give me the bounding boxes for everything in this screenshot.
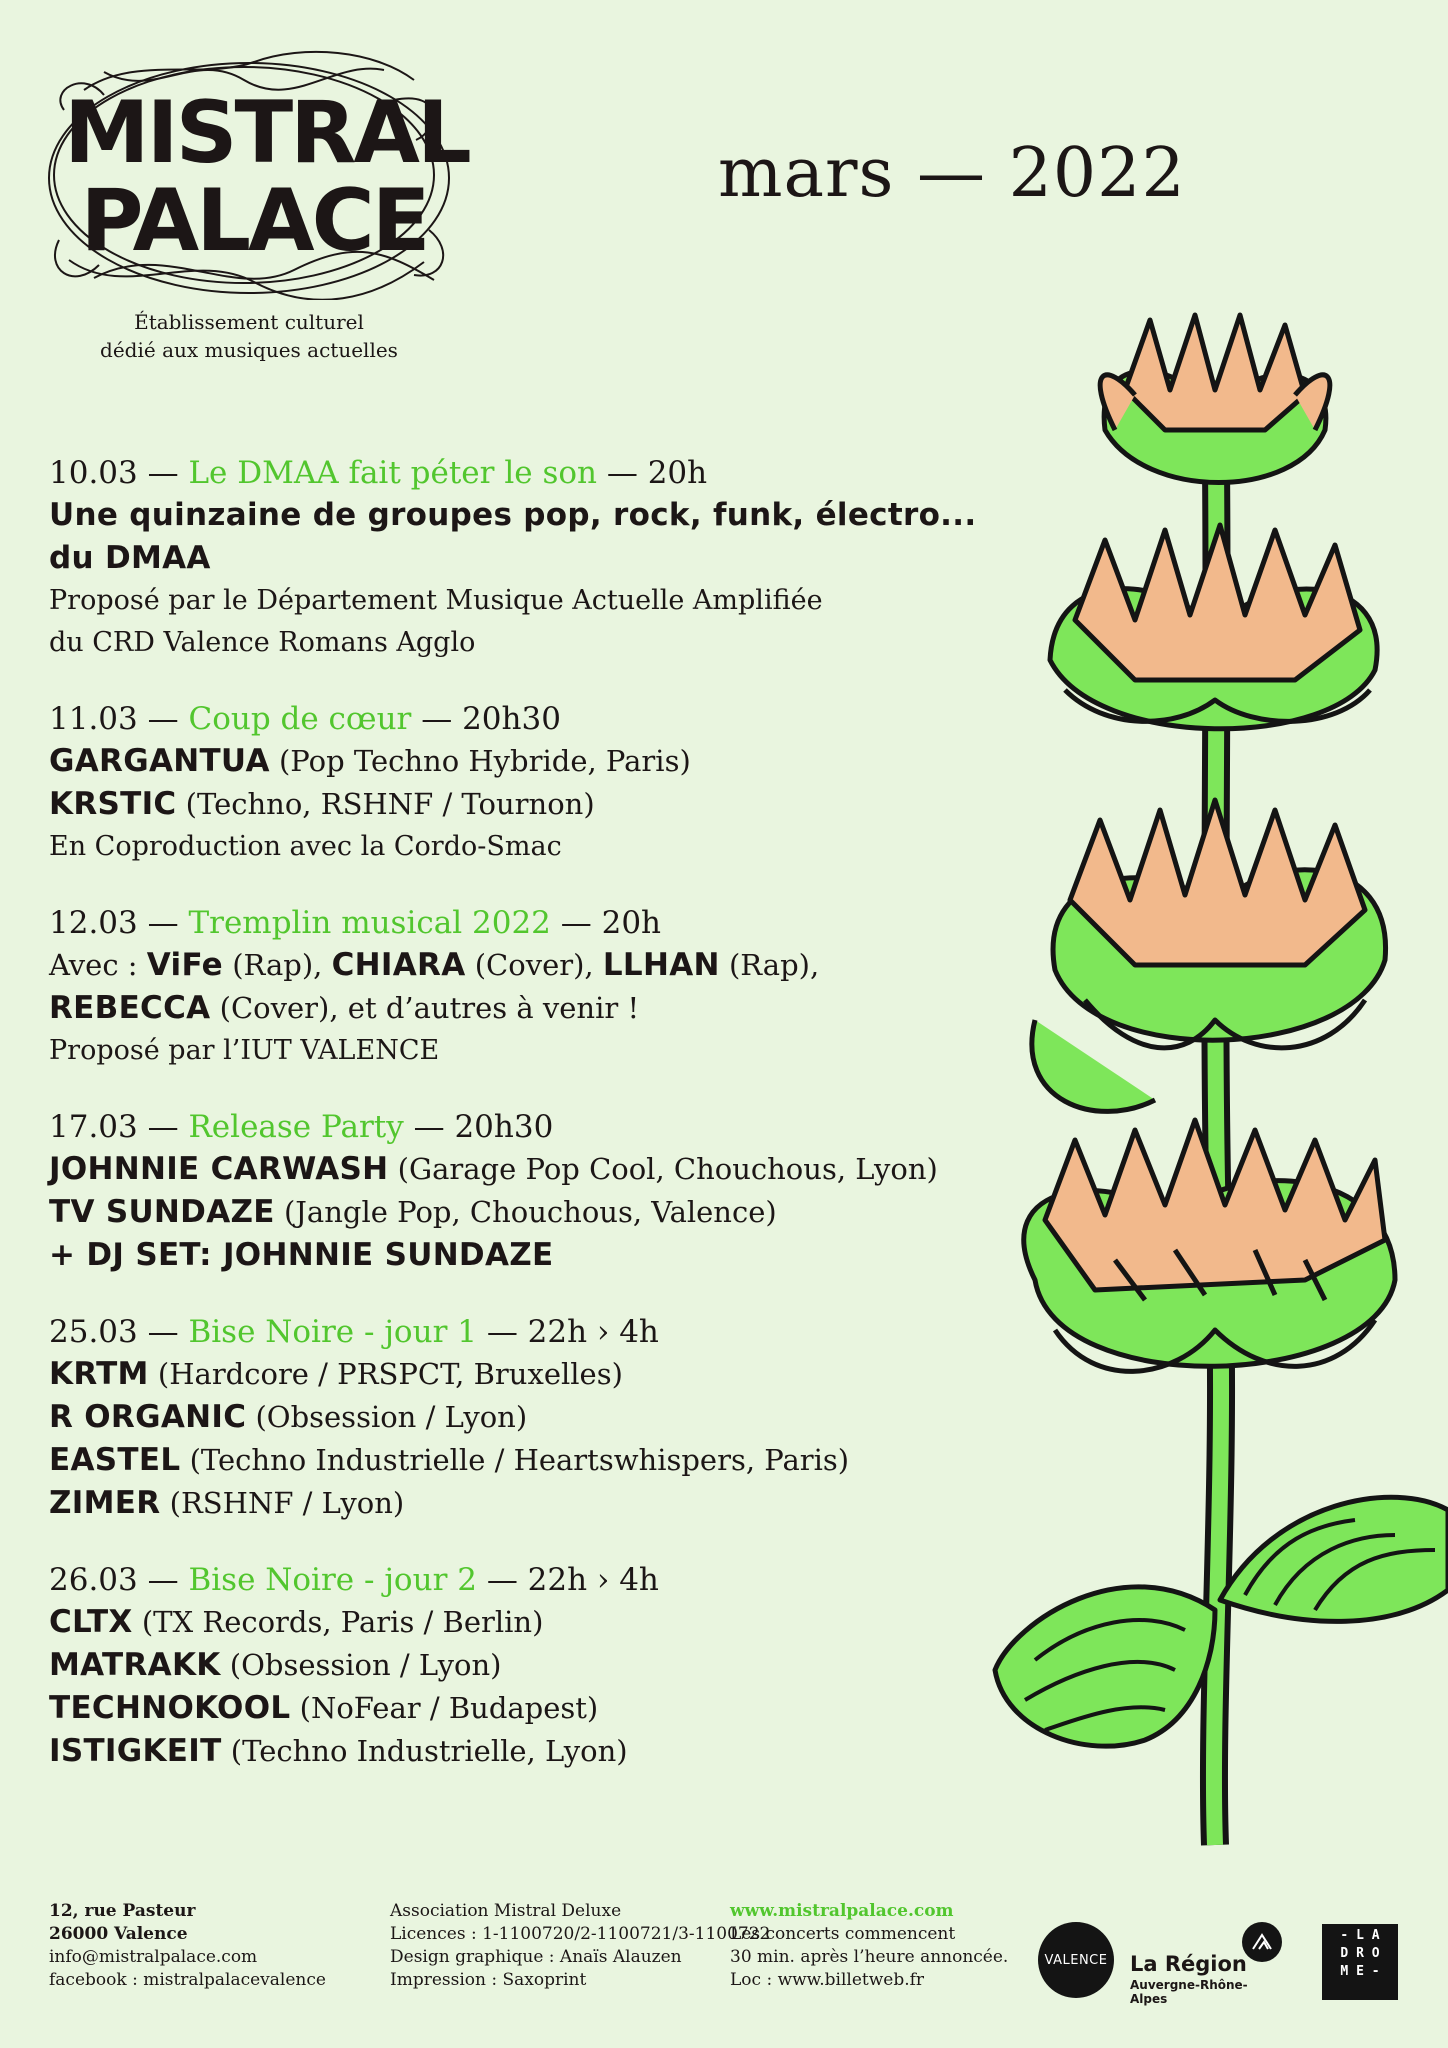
artist-info: (Jangle Pop, Chouchous, Valence) [274, 1195, 777, 1229]
event-title: Tremplin musical 2022 [188, 905, 551, 941]
region-name: La Région [1130, 1952, 1247, 1976]
valence-logo-text: VALENCE [1044, 1952, 1108, 1968]
event-header [49, 452, 979, 494]
tagline-line: Établissement culturel [134, 310, 364, 334]
event-time: — 20h [596, 455, 708, 491]
event-date: 26.03 — [49, 1562, 189, 1598]
event-date: 25.03 — [49, 1314, 189, 1350]
footer-association: Association Mistral Deluxe [390, 1901, 622, 1921]
artist-name: CLTX [49, 1604, 133, 1640]
event-time: — 20h [550, 905, 662, 941]
artist-name: R ORGANIC [49, 1399, 247, 1435]
artist-line [49, 1730, 979, 1773]
drome-line: D R O [1340, 1946, 1380, 1961]
event-entry [49, 1106, 979, 1277]
artist-name: EASTEL [49, 1442, 181, 1478]
footer-credits [390, 1900, 770, 1992]
artist-line [49, 740, 979, 783]
artist-line [49, 944, 979, 987]
artist-line [49, 987, 979, 1030]
event-list [49, 452, 979, 1807]
event-time: — 22h › 4h [476, 1562, 659, 1598]
event-note: En Coproduction avec la Cordo-Smac [49, 831, 562, 862]
footer-website-link[interactable]: www.mistralpalace.com [730, 1901, 954, 1921]
artist-name: GARGANTUA [49, 743, 270, 779]
mountain-icon [1242, 1922, 1282, 1962]
event-headline: du DMAA [49, 540, 211, 576]
event-date: 17.03 — [49, 1109, 189, 1145]
flower-cluster [1024, 1120, 1395, 1371]
tagline-line: dédié aux musiques actuelles [100, 338, 398, 362]
footer-ticket-link[interactable]: Loc : www.billetweb.fr [730, 1970, 925, 1990]
footer-print: Impression : Saxoprint [390, 1970, 587, 1990]
footer-licences: Licences : 1-1100720/2-1100721/3-1100722 [390, 1924, 771, 1944]
logo-word-palace: PALACE [80, 171, 428, 271]
footer-city: 26000 Valence [49, 1924, 188, 1944]
event-header [49, 698, 979, 740]
region-subtitle: Auvergne-Rhône-Alpes [1130, 1978, 1248, 2006]
event-time: — 22h › 4h [476, 1314, 659, 1350]
artist-name: KRTM [49, 1356, 149, 1392]
artist-info: (Rap), [222, 948, 332, 982]
event-entry [49, 698, 979, 868]
drome-logo [1322, 1924, 1398, 2000]
artist-name: TV SUNDAZE [49, 1194, 275, 1230]
artist-line [49, 1644, 979, 1687]
artist-name: MATRAKK [49, 1647, 221, 1683]
artist-name: ViFe [146, 947, 223, 983]
month-heading: mars — 2022 [718, 134, 1186, 213]
artist-info: (TX Records, Paris / Berlin) [132, 1605, 544, 1639]
event-title: Bise Noire - jour 2 [188, 1562, 477, 1598]
artist-info: (Rap), [719, 948, 820, 982]
event-headline: Une quinzaine de groupes pop, rock, funk, électro... [49, 497, 977, 533]
artist-info: (Techno Industrielle, Lyon) [221, 1734, 628, 1768]
artist-name: + DJ SET: JOHNNIE SUNDAZE [49, 1237, 554, 1273]
artist-name: LLHAN [602, 947, 720, 983]
artist-name: ZIMER [49, 1485, 161, 1521]
artist-prefix: Avec : [49, 948, 147, 982]
flower-cluster [1050, 525, 1377, 729]
artist-name: TECHNOKOOL [49, 1690, 291, 1726]
plant-illustration [975, 300, 1448, 1860]
event-time: — 20h30 [411, 701, 561, 737]
artist-info: (Hardcore / PRSPCT, Bruxelles) [148, 1357, 623, 1391]
artist-info: (NoFear / Budapest) [290, 1691, 599, 1725]
footer-note: 30 min. après l’heure annoncée. [730, 1947, 1009, 1967]
artist-info: (Cover), et d’autres à venir ! [210, 991, 640, 1025]
partner-logos [1038, 1922, 1400, 2006]
event-note: Proposé par le Département Musique Actuelle Amplifiée [49, 585, 823, 616]
event-entry [49, 452, 979, 664]
footer-design: Design graphique : Anaïs Alauzen [390, 1947, 682, 1967]
event-title: Coup de cœur [188, 701, 412, 737]
artist-name: CHIARA [331, 947, 466, 983]
event-note: du CRD Valence Romans Agglo [49, 627, 476, 658]
event-header [49, 1106, 979, 1148]
artist-line [49, 1234, 979, 1277]
artist-name: REBECCA [49, 990, 211, 1026]
artist-line [49, 1191, 979, 1234]
artist-name: ISTIGKEIT [49, 1733, 222, 1769]
event-note: Proposé par l’IUT VALENCE [49, 1035, 440, 1066]
artist-info: (Techno, RSHNF / Tournon) [176, 787, 595, 821]
drome-line: M E - [1340, 1964, 1380, 1979]
valence-logo [1038, 1922, 1114, 1998]
tagline [44, 308, 454, 364]
artist-info: (Pop Techno Hybride, Paris) [269, 744, 691, 778]
event-title: Release Party [188, 1109, 404, 1145]
artist-info: (RSHNF / Lyon) [160, 1486, 405, 1520]
artist-info: (Obsession / Lyon) [220, 1648, 502, 1682]
logo-word-mistral: MISTRAL [64, 83, 469, 183]
artist-line [49, 783, 979, 826]
footer-street: 12, rue Pasteur [49, 1901, 196, 1921]
artist-info: (Garage Pop Cool, Chouchous, Lyon) [388, 1152, 938, 1186]
event-header [49, 1311, 979, 1353]
event-header [49, 902, 979, 944]
event-time: — 20h30 [403, 1109, 554, 1145]
event-header [49, 1559, 979, 1601]
event-title: Le DMAA fait péter le son [188, 455, 597, 491]
artist-name: KRSTIC [49, 786, 177, 822]
flower-cluster [1100, 315, 1330, 483]
artist-line [49, 1439, 979, 1482]
event-entry [49, 902, 979, 1072]
artist-line [49, 1148, 979, 1191]
event-date: 11.03 — [49, 701, 189, 737]
footer-email-link[interactable]: info@mistralpalace.com [49, 1947, 258, 1967]
artist-line [49, 1396, 979, 1439]
mistral-palace-logo [44, 50, 469, 300]
event-entry [49, 1311, 979, 1525]
artist-line [49, 1353, 979, 1396]
artist-info: (Cover), [465, 948, 603, 982]
footer-info [730, 1900, 1008, 1992]
artist-info: (Techno Industrielle / Heartswhispers, Paris) [180, 1443, 850, 1477]
drome-line: - L A [1340, 1928, 1380, 1943]
footer-note: Les concerts commencent [730, 1924, 956, 1944]
event-entry [49, 1559, 979, 1773]
artist-line [49, 1687, 979, 1730]
footer-address [49, 1900, 326, 1992]
footer-facebook-link[interactable]: facebook : mistralpalacevalence [49, 1970, 326, 1990]
event-date: 10.03 — [49, 455, 189, 491]
region-logo [1130, 1922, 1280, 2006]
event-date: 12.03 — [49, 905, 189, 941]
event-title: Bise Noire - jour 1 [188, 1314, 477, 1350]
artist-name: JOHNNIE CARWASH [49, 1151, 389, 1187]
artist-line [49, 1482, 979, 1525]
artist-info: (Obsession / Lyon) [246, 1400, 528, 1434]
artist-line [49, 1601, 979, 1644]
